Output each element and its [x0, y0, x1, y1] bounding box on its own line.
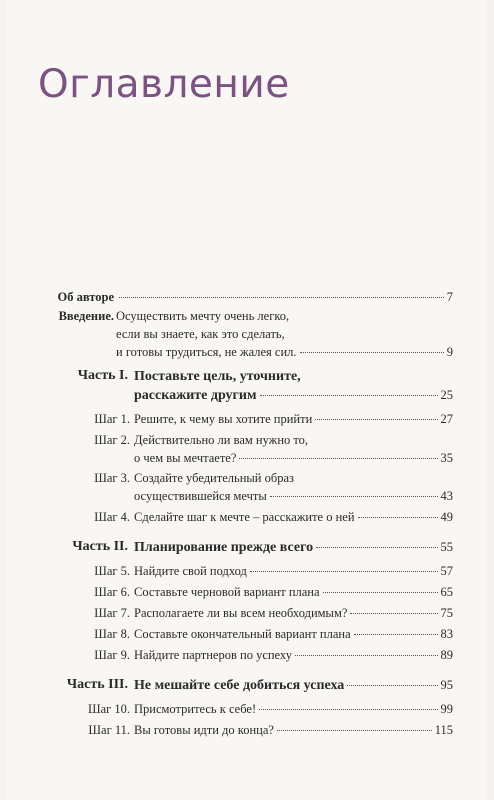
toc-page-number: 25	[440, 388, 453, 402]
toc-text: Создайте убедительный образ	[134, 471, 294, 485]
step-label: Шаг 8.	[94, 627, 130, 641]
step-label: Шаг 11.	[88, 723, 130, 737]
toc-page-number: 95	[440, 678, 453, 692]
leader-dots	[347, 685, 437, 686]
part-title: Поставьте цель, уточните,	[134, 369, 301, 384]
leader-dots	[260, 395, 438, 396]
toc-text: Действительно ли вам нужно то,	[134, 433, 309, 447]
toc-page-number: 65	[440, 585, 453, 599]
part-label: Часть II.	[72, 539, 128, 554]
toc-text: Вы готовы идти до конца?	[134, 723, 274, 737]
leader-dots	[358, 517, 438, 518]
step-label: Шаг 2.	[94, 433, 130, 447]
toc-text: Найдите партнеров по успеху	[134, 648, 292, 662]
step-label: Шаг 6.	[94, 585, 130, 599]
toc-page-number: 99	[440, 702, 453, 716]
part-title: расскажите другим	[134, 388, 257, 403]
part-title: Не мешайте себе добиться успеха	[134, 678, 345, 693]
toc-text: Найдите свой подход	[134, 564, 247, 578]
toc-page-number: 75	[440, 606, 453, 620]
toc-label: Введение.	[58, 309, 114, 323]
leader-dots	[295, 655, 438, 656]
toc-page-number: 55	[440, 540, 453, 554]
toc-page-number: 57	[440, 564, 453, 578]
toc-text: и готовы трудиться, не жалея сил.	[116, 345, 297, 359]
toc-page-number: 7	[446, 290, 453, 304]
leader-dots	[354, 634, 438, 635]
part-label: Часть I.	[77, 368, 128, 383]
page-title: Оглавление	[38, 62, 290, 107]
leader-dots	[277, 730, 432, 731]
step-label: Шаг 7.	[94, 606, 130, 620]
leader-dots	[300, 352, 444, 353]
toc-text: если вы знаете, как это сделать,	[116, 327, 285, 341]
toc-text: осуществившейся мечты	[134, 489, 267, 503]
part-title: Планирование прежде всего	[134, 540, 314, 555]
toc-text: Осуществить мечту очень легко,	[116, 309, 290, 323]
leader-dots	[239, 458, 437, 459]
leader-dots	[315, 419, 437, 420]
toc-page-number: 43	[440, 489, 453, 503]
leader-dots	[259, 709, 437, 710]
toc-page-number: 89	[440, 648, 453, 662]
step-label: Шаг 10.	[87, 702, 130, 716]
step-label: Шаг 3.	[94, 471, 130, 485]
leader-dots	[350, 613, 437, 614]
leader-dots	[323, 592, 438, 593]
toc-page-number: 27	[440, 412, 453, 426]
toc-page-number: 49	[440, 510, 453, 524]
leader-dots	[250, 571, 438, 572]
part-label: Часть III.	[66, 677, 128, 692]
toc-text: Составьте черновой вариант плана	[134, 585, 320, 599]
toc-text: Решите, к чему вы хотите прийти	[134, 412, 313, 426]
toc-label: Об авторе	[57, 290, 114, 304]
toc-text: о чем вы мечтаете?	[134, 451, 237, 465]
toc-text: Составьте окончательный вариант плана	[134, 627, 351, 641]
step-label: Шаг 1.	[94, 412, 130, 426]
toc-page-number: 9	[446, 345, 453, 359]
leader-dots	[316, 547, 437, 548]
toc-text: Сделайте шаг к мечте – расскажите о ней	[134, 510, 355, 524]
leader-dots	[270, 496, 438, 497]
toc-text: Располагаете ли вы всем необходимым?	[134, 606, 348, 620]
toc-page-number: 35	[440, 451, 453, 465]
leader-dots	[119, 297, 444, 298]
step-label: Шаг 4.	[94, 510, 130, 524]
toc-page-number: 83	[440, 627, 453, 641]
toc-page-number: 115	[434, 723, 453, 737]
book-page	[7, 0, 487, 800]
toc-text: Присмотритесь к себе!	[134, 702, 257, 716]
step-label: Шаг 5.	[94, 564, 130, 578]
step-label: Шаг 9.	[94, 648, 130, 662]
